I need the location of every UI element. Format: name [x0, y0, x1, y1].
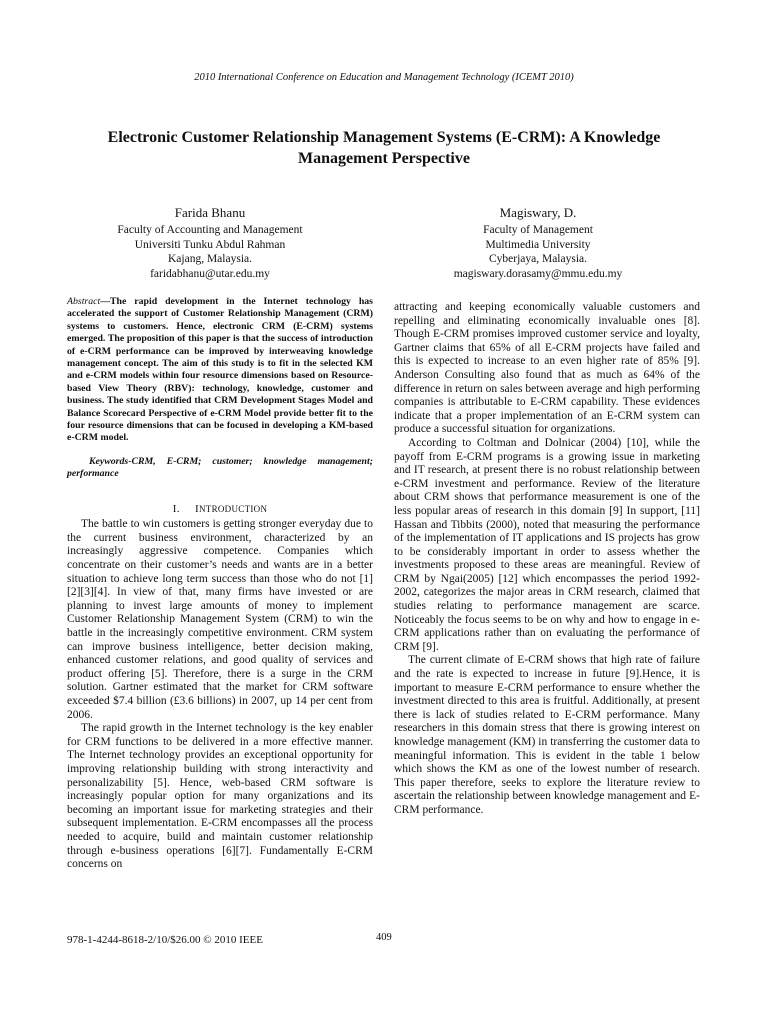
body-paragraph: The battle to win customers is getting stronger everyday due to the current business environment, characterized by an increasingly aggressive competence. Companies which concentrate on their customer’s needs and wants are in a better situation to achieve long term success than those who do not [1][2][3][4]. In view of that, many firms have invested or are planning to invest large amounts of money to implement Customer Relationship Management System (CRM) to win the battle in the increasingly competitive environment. CRM system can improve business intelligence, better decision making, enhanced customer relations, and good quality of services and product offering [5]. Therefore, there is a surge in the CRM solution. Gartner estimated that the market for CRM software exceeded $7.4 billion (£3.6 billions) in 2007, up 14 per cent from 2006. [67, 518, 373, 721]
abstract-text: —The rapid development in the Internet technology has accelerated the support of Customer Relationship Management (CRM) systems to customers. Hence, electronic CRM (E-CRM) systems emerged. The proposition of this paper is that the success of introduction of e-CRM performance can be improved by interweaving knowledge management concept. The aim of this study is to fit in the selected KM and e-CRM models within four resource dimensions based on Resource-based View Theory (RBV): technology, knowledge, customer and business. The study identified that CRM Development Stages Model and Balance Scorecard Perspective of e-CRM Model provide better fit to the four resource dimensions that can be focused in developing a KM-based e-CRM model. [67, 296, 373, 444]
paper-title: Electronic Customer Relationship Management Systems (E-CRM): A Knowledge Management Perspective [107, 129, 661, 167]
author-location: Kajang, Malaysia. [168, 253, 252, 266]
author-name: Magiswary, D. [499, 205, 577, 220]
author-email: faridabhanu@utar.edu.my [150, 267, 270, 280]
author-email: magiswary.dorasamy@mmu.edu.my [453, 267, 623, 280]
author-affiliation: Faculty of Management [483, 224, 593, 237]
author-affiliation: Faculty of Accounting and Management [117, 224, 303, 237]
author-block-1 [70, 206, 350, 281]
body-paragraph: The current climate of E-CRM shows that high rate of failure and the rate is expected to increase in future [9].Hence, it is important to measure E-CRM performance to ensure whether the investment directed to this area is fruitful. Additionally, at present there is lack of studies related to E-CRM performance. Many researchers in this domain stress that there is growing interest on knowledge management (KM) in transferring the customer data to meaningful information. This is evident in the table 1 below which shows the KM as one of the lowest number of research. This paper therefore, seeks to explore the literature review to ascertain the relationship between knowledge management and E-CRM performance. [394, 654, 700, 816]
body-paragraph: attracting and keeping economically valuable customers and repelling and eliminating economically invaluable ones [8]. Though E-CRM promises improved customer service and loyalty, Gartner claims that 65% of all E-CRM projects have failed and this is expected to increase to an even higher rate of 85% [9]. Anderson Consulting also found that as much as 64% of the difference in return on sales between average and high performing companies is attributable to E-CRM capability. These evidences indicate that a proper implementation of an E-CRM system can produce a successful situation for organizations. [394, 301, 700, 436]
author-institution: Universiti Tunku Abdul Rahman [134, 238, 286, 251]
page-number: 409 [376, 932, 392, 943]
body-paragraph: According to Coltman and Dolnicar (2004) [10], while the payoff from E-CRM programs is a growing issue in marketing and IT research, at present there is no robust relationship between e-CRM investment and performance. Review of the literature about CRM shows that performance measurement is one of the less popular areas of research in this domain [9] In support, [11] Hassan and Tibbits (2000), noted that measuring the performance of the implementation of IT applications and IS projects has grow to be considerably important in order to assess whether the investments proposed to these areas are meaningful. Review of CRM by Ngai(2005) [12] which encompasses the period 1992-2002, categorizes the major areas in CRM research, claimed that studies relating to performance management are scarce. Noticeably the focus seems to be on why and how to engage in e-CRM applications rather than on evaluating the performance of CRM [9]. [394, 436, 700, 653]
author-name: Farida Bhanu [174, 205, 246, 220]
copyright-footer: 978-1-4244-8618-2/10/$26.00 © 2010 IEEE [67, 934, 263, 946]
body-paragraph: The rapid growth in the Internet technology is the key enabler for CRM functions to be delivered in a more effective manner. The Internet technology provides an exceptional opportunity for improving relationship building with strong interactivity and personalizability [5]. Hence, web-based CRM software is increasingly popular option for many organizations and its becoming an important issue for marketing strategies and their subsequent implementation. E-CRM encompasses all the process needed to acquire, build and maintain customer relationship through e-business operations [6][7]. Fundamentally E-CRM concerns on [67, 722, 373, 871]
section-heading [67, 503, 373, 517]
abstract-lead: Abstract [67, 296, 101, 307]
section-title-initial: I [195, 502, 199, 515]
abstract [67, 296, 373, 445]
author-location: Cyberjaya, Malaysia. [488, 253, 588, 266]
keywords: Keywords-CRM, E-CRM; customer; knowledge management; performance [67, 455, 373, 480]
author-block-2 [398, 206, 678, 281]
left-column [67, 296, 373, 872]
section-number: I. [172, 502, 180, 515]
author-institution: Multimedia University [485, 238, 591, 251]
section-title-rest: NTRODUCTION [198, 503, 268, 514]
conference-header: 2010 International Conference on Education and Management Technology (ICEMT 2010) [194, 72, 574, 83]
right-column [394, 301, 700, 818]
